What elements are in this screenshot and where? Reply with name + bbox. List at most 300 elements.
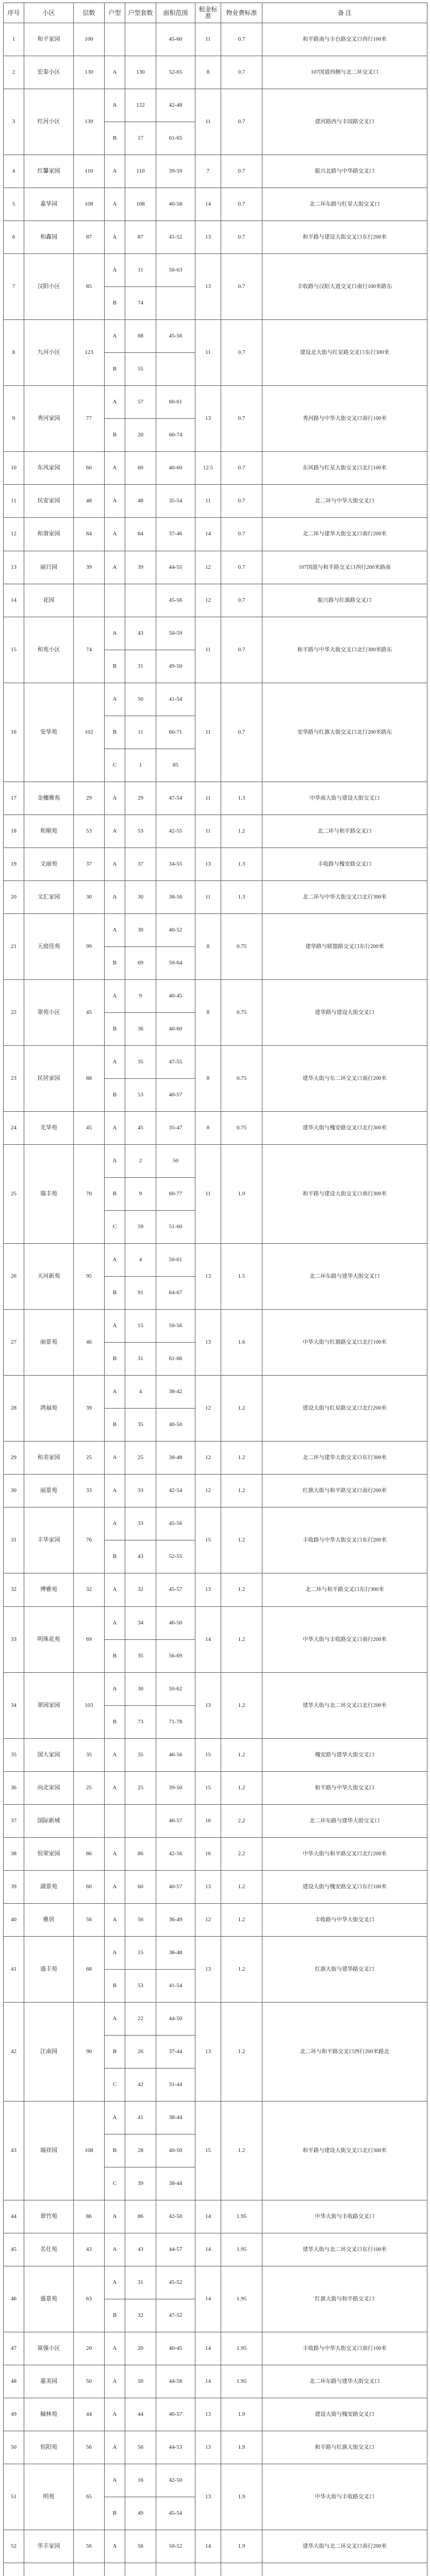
floors-cell: 43 xyxy=(74,2233,105,2266)
unit-type-cell: A xyxy=(105,2002,125,2035)
floors-cell: 77 xyxy=(74,386,105,452)
floors-cell: 69 xyxy=(74,1606,105,1672)
note-cell: 槐安路与建华大街交叉口 xyxy=(262,1738,427,1771)
unit-count-cell: 44 xyxy=(125,2398,156,2431)
table-row xyxy=(4,254,427,287)
area-range-cell: 50 xyxy=(156,1145,195,1178)
property-fee-cell: 1.2 xyxy=(221,1606,262,1672)
note-cell: 北二环东路与红星大街交叉口 xyxy=(262,188,427,221)
community-name-cell: 翰林苑 xyxy=(24,2398,74,2431)
unit-count-cell xyxy=(125,584,156,617)
unit-count-cell: 42 xyxy=(125,2068,156,2101)
property-fee-cell: 1.2 xyxy=(221,1507,262,1573)
unit-count-cell: 1 xyxy=(125,749,156,782)
rent-cell: 14 xyxy=(195,1606,221,1672)
unit-count-cell: 122 xyxy=(125,89,156,122)
community-name-cell: 翠园家园 xyxy=(24,1672,74,1738)
unit-type-cell: A xyxy=(105,2200,125,2233)
community-name-cell: 恒阳苑 xyxy=(24,2431,74,2464)
rent-cell: 11 xyxy=(195,782,221,815)
unit-count-cell: 59 xyxy=(125,1211,156,1244)
unit-count-cell: 91 xyxy=(125,1277,156,1310)
area-range-cell: 40-52 xyxy=(156,913,195,946)
unit-type-cell: A xyxy=(105,1870,125,1903)
community-name-cell: 民安家园 xyxy=(24,485,74,518)
rent-cell: 13 xyxy=(195,254,221,320)
floors-cell: 68 xyxy=(74,1936,105,2002)
community-name-cell: 明珠花苑 xyxy=(24,1606,74,1672)
note-cell: 107国道与和平路交叉口西行200米路南 xyxy=(262,551,427,584)
floors-cell: 45 xyxy=(74,979,105,1045)
rent-cell: 14 xyxy=(195,188,221,221)
table-row xyxy=(4,584,427,617)
unit-count-cell: 35 xyxy=(125,1738,156,1771)
note-cell: 红旗大街与和平路交叉口 xyxy=(262,2266,427,2332)
community-name-cell: 九河小区 xyxy=(24,320,74,386)
unit-type-cell: A xyxy=(105,155,125,188)
header-row xyxy=(4,3,427,23)
table-row xyxy=(4,2332,427,2365)
note-cell: 振兴路与红旗路交叉口 xyxy=(262,584,427,617)
unit-type-cell: C xyxy=(105,749,125,782)
rent-cell: 11 xyxy=(195,683,221,782)
community-name-cell: 雅居 xyxy=(24,1903,74,1936)
floors-cell: 56 xyxy=(74,2530,105,2563)
community-name-cell: 丽景苑 xyxy=(24,1475,74,1507)
community-name-cell: 国大家园 xyxy=(24,1738,74,1771)
table-row xyxy=(4,485,427,518)
rent-cell: 12.5 xyxy=(195,452,221,485)
floors-cell: 85 xyxy=(74,254,105,320)
unit-type-cell: A xyxy=(105,1145,125,1178)
unit-type-cell: A xyxy=(105,452,125,485)
community-name-cell: 向北家园 xyxy=(24,1771,74,1804)
serial-cell: 37 xyxy=(4,1804,24,1837)
floors-cell: 29 xyxy=(74,782,105,815)
property-fee-cell: 1.2 xyxy=(221,1903,262,1936)
serial-cell: 20 xyxy=(4,880,24,913)
floors-cell: 86 xyxy=(74,1837,105,1870)
rent-cell: 8 xyxy=(195,1112,221,1145)
rent-cell: 12 xyxy=(195,551,221,584)
unit-count-cell: 28 xyxy=(125,2134,156,2167)
unit-count-cell: 4 xyxy=(125,1244,156,1277)
note-cell: 建华大街与东二环交叉口南行200米 xyxy=(262,1045,427,1111)
note-cell: 北二环与和平路交叉口 xyxy=(262,815,427,848)
area-range-cell: 42-50 xyxy=(156,2464,195,2497)
table-row xyxy=(4,320,427,353)
unit-count-cell: 11 xyxy=(125,716,156,749)
serial-cell: 4 xyxy=(4,155,24,188)
rent-cell: 12 xyxy=(195,1903,221,1936)
area-range-cell: 45-56 xyxy=(156,1507,195,1540)
unit-count-cell: 29 xyxy=(125,782,156,815)
property-fee-cell: 1.2 xyxy=(221,1771,262,1804)
area-range-cell: 59-64 xyxy=(156,946,195,979)
note-cell: 建河路西与丰园路交叉口 xyxy=(262,89,427,155)
community-name-cell: 翠竹苑 xyxy=(24,2200,74,2233)
community-name-cell: 丰华家园 xyxy=(24,1507,74,1573)
unit-type-cell: A xyxy=(105,254,125,287)
floors-cell: 88 xyxy=(74,1045,105,1111)
unit-type-cell: A xyxy=(105,1606,125,1639)
note-cell: 建设大街与槐安路交叉口 xyxy=(262,2398,427,2431)
community-name-cell: 恒荣家园 xyxy=(24,1837,74,1870)
serial-cell: 17 xyxy=(4,782,24,815)
area-range-cell: 60-61 xyxy=(156,386,195,419)
note-cell: 建设大街与槐安路交叉口东行100米 xyxy=(262,1870,427,1903)
area-range-cell: 38-42 xyxy=(156,1376,195,1409)
serial-cell: 9 xyxy=(4,386,24,452)
table-row xyxy=(4,1672,427,1705)
note-cell: 和平路南与丰台路交叉口西行100米 xyxy=(262,23,427,56)
area-range-cell: 35-47 xyxy=(156,1112,195,1145)
serial-cell: 25 xyxy=(4,1145,24,1244)
serial-cell xyxy=(4,2563,24,2576)
property-fee-cell: 0.75 xyxy=(221,913,262,979)
floors-cell: 63 xyxy=(74,2266,105,2332)
community-name-cell: 和谐家园 xyxy=(24,518,74,551)
unit-count-cell xyxy=(125,2563,156,2576)
area-range-cell: 47-55 xyxy=(156,1045,195,1078)
unit-type-cell xyxy=(105,23,125,56)
floors-cell: 44 xyxy=(74,2398,105,2431)
unit-type-cell: B xyxy=(105,353,125,386)
area-range-cell: 85 xyxy=(156,749,195,782)
floors-cell: 108 xyxy=(74,2101,105,2200)
unit-count-cell: 34 xyxy=(125,1606,156,1639)
table-row xyxy=(4,1475,427,1507)
unit-count-cell: 53 xyxy=(125,1079,156,1112)
unit-type-cell: B xyxy=(105,2497,125,2530)
unit-type-cell: A xyxy=(105,2530,125,2563)
note-cell: 建设大街与红星路交叉口北行200米 xyxy=(262,1376,427,1442)
unit-type-cell: A xyxy=(105,2464,125,2497)
property-fee-cell: 1.3 xyxy=(221,782,262,815)
unit-type-cell: A xyxy=(105,221,125,254)
floors-cell: 99 xyxy=(74,913,105,979)
unit-type-cell: A xyxy=(105,551,125,584)
serial-cell: 21 xyxy=(4,913,24,979)
community-name-cell: 富强小区 xyxy=(24,2332,74,2365)
property-fee-cell: 2.2 xyxy=(221,1804,262,1837)
unit-count-cell: 74 xyxy=(125,287,156,320)
area-range-cell: 46-50 xyxy=(156,1606,195,1639)
unit-type-cell: B xyxy=(105,1178,125,1211)
area-range-cell: 71-78 xyxy=(156,1705,195,1738)
serial-cell: 19 xyxy=(4,848,24,880)
unit-count-cell: 17 xyxy=(125,122,156,155)
unit-count-cell: 32 xyxy=(125,2299,156,2332)
unit-type-cell: A xyxy=(105,2266,125,2299)
note-cell: 中华大街与丰收路交叉口 xyxy=(262,2200,427,2233)
property-fee-cell: 1.2 xyxy=(221,815,262,848)
area-range-cell: 44-53 xyxy=(156,2431,195,2464)
floors-cell: 37 xyxy=(74,848,105,880)
property-fee-cell: 0.7 xyxy=(221,23,262,56)
note-cell: 建华路与联盟路交叉口东行200米 xyxy=(262,913,427,979)
unit-type-cell: A xyxy=(105,617,125,650)
community-name-cell: 华丰家园 xyxy=(24,2530,74,2563)
floors-cell xyxy=(74,2563,105,2576)
unit-count-cell: 45 xyxy=(125,1112,156,1145)
rent-cell: 13 xyxy=(195,2464,221,2530)
community-name-cell: 红河小区 xyxy=(24,89,74,155)
note-cell: 北二环东路与建华大街交叉口 xyxy=(262,1244,427,1310)
area-range-cell: 50-62 xyxy=(156,1672,195,1705)
area-range-cell: 46-57 xyxy=(156,1804,195,1837)
header-cell: 序号 xyxy=(4,3,24,23)
area-range-cell xyxy=(156,287,195,320)
table-row xyxy=(4,2398,427,2431)
note-cell: 秀河路与中华大街交叉口南行100米 xyxy=(262,386,427,452)
floors-cell: 50 xyxy=(74,2365,105,2398)
serial-cell: 16 xyxy=(4,683,24,782)
note-cell: 安华路与红旗大街交叉口北行200米路东 xyxy=(262,683,427,782)
note-cell: 中华大街与红旗路交叉口北行100米 xyxy=(262,1310,427,1376)
area-range-cell: 31-44 xyxy=(156,2068,195,2101)
unit-type-cell: B xyxy=(105,1079,125,1112)
unit-count-cell: 35 xyxy=(125,1045,156,1078)
property-fee-cell: 0.7 xyxy=(221,89,262,155)
rent-cell: 11 xyxy=(195,1145,221,1244)
unit-type-cell xyxy=(105,1804,125,1837)
area-range-cell: 40-60 xyxy=(156,452,195,485)
area-range-cell: 51-60 xyxy=(156,1211,195,1244)
property-fee-cell: 0.75 xyxy=(221,1112,262,1145)
unit-count-cell: 9 xyxy=(125,1178,156,1211)
unit-count-cell: 30 xyxy=(125,913,156,946)
unit-count-cell: 87 xyxy=(125,221,156,254)
serial-cell: 43 xyxy=(4,2101,24,2200)
table-row xyxy=(4,2431,427,2464)
table-row xyxy=(4,1936,427,1969)
area-range-cell: 50-52 xyxy=(156,2530,195,2563)
property-fee-cell: 1.3 xyxy=(221,880,262,913)
unit-count-cell: 9 xyxy=(125,979,156,1012)
community-name-cell: 江南园 xyxy=(24,2002,74,2101)
community-name-cell: 博雅苑 xyxy=(24,1573,74,1606)
floors-cell: 103 xyxy=(74,1672,105,1738)
rent-cell: 14 xyxy=(195,2233,221,2266)
table-row xyxy=(4,2563,427,2576)
property-fee-cell: 1.9 xyxy=(221,2398,262,2431)
community-name-cell: 和平家园 xyxy=(24,23,74,56)
unit-count-cell: 110 xyxy=(125,155,156,188)
unit-type-cell: A xyxy=(105,913,125,946)
unit-count-cell: 60 xyxy=(125,1870,156,1903)
unit-type-cell: A xyxy=(105,188,125,221)
community-name-cell: 秀河家园 xyxy=(24,386,74,452)
unit-type-cell: B xyxy=(105,1639,125,1672)
note-cell: 建华大街与北二环交叉口南行200米 xyxy=(262,2530,427,2563)
property-fee-cell: 1.2 xyxy=(221,2002,262,2101)
area-range-cell: 42-48 xyxy=(156,89,195,122)
rent-cell: 12 xyxy=(195,584,221,617)
unit-count-cell: 41 xyxy=(125,2101,156,2134)
area-range-cell: 56-69 xyxy=(156,1639,195,1672)
serial-cell: 2 xyxy=(4,56,24,89)
serial-cell: 30 xyxy=(4,1475,24,1507)
table-row xyxy=(4,2101,427,2134)
unit-type-cell: A xyxy=(105,1442,125,1475)
floors-cell: 65 xyxy=(74,2464,105,2530)
area-range-cell: 37-46 xyxy=(156,518,195,551)
rent-cell: 11 xyxy=(195,89,221,155)
unit-type-cell: B xyxy=(105,1705,125,1738)
unit-count-cell: 39 xyxy=(125,551,156,584)
unit-count-cell: 86 xyxy=(125,1837,156,1870)
property-fee-cell: 1.6 xyxy=(221,1310,262,1376)
serial-cell: 22 xyxy=(4,979,24,1045)
area-range-cell: 50-63 xyxy=(156,254,195,287)
property-fee-cell: 0.7 xyxy=(221,386,262,452)
area-range-cell: 41-54 xyxy=(156,1969,195,2002)
rent-cell: 13 xyxy=(195,1870,221,1903)
unit-count-cell: 11 xyxy=(125,254,156,287)
unit-type-cell: B xyxy=(105,2035,125,2068)
unit-count-cell: 25 xyxy=(125,1771,156,1804)
property-fee-cell: 0.7 xyxy=(221,485,262,518)
table-row xyxy=(4,683,427,716)
note-cell: 北二环与和平路交叉口西行200米路北 xyxy=(262,2002,427,2101)
property-fee-cell: 1.9 xyxy=(221,2431,262,2464)
rent-cell: 14 xyxy=(195,518,221,551)
area-range-cell: 52-55 xyxy=(156,1540,195,1573)
area-range-cell: 42-55 xyxy=(156,815,195,848)
unit-count-cell: 20 xyxy=(125,419,156,452)
header-cell: 小区 xyxy=(24,3,74,23)
property-fee-cell: 0.7 xyxy=(221,221,262,254)
rent-cell: 15 xyxy=(195,1738,221,1771)
floors-cell: 74 xyxy=(74,617,105,683)
unit-count-cell: 20 xyxy=(125,2332,156,2365)
unit-type-cell: A xyxy=(105,1771,125,1804)
serial-cell: 24 xyxy=(4,1112,24,1145)
unit-type-cell: A xyxy=(105,1573,125,1606)
unit-type-cell: B xyxy=(105,287,125,320)
community-name-cell: 盛丰苑 xyxy=(24,1936,74,2002)
property-fee-cell: 0.7 xyxy=(221,683,262,782)
note-cell: 丰收路与中华大街交叉口南行100米 xyxy=(262,2332,427,2365)
note-cell: 中华大街与丰收路交叉口 xyxy=(262,2464,427,2530)
unit-type-cell: A xyxy=(105,89,125,122)
area-range-cell: 44-58 xyxy=(156,2365,195,2398)
table-row xyxy=(4,848,427,880)
floors-cell: 84 xyxy=(74,518,105,551)
serial-cell: 28 xyxy=(4,1376,24,1442)
rent-cell: 11 xyxy=(195,880,221,913)
area-range-cell: 40-50 xyxy=(156,1409,195,1442)
table-row xyxy=(4,1738,427,1771)
table-row xyxy=(4,2365,427,2398)
community-name-cell: 瑞祥园 xyxy=(24,2101,74,2200)
property-fee-cell: 0.75 xyxy=(221,1045,262,1111)
community-name-cell: 瑞丰苑 xyxy=(24,1145,74,1244)
unit-count-cell: 31 xyxy=(125,650,156,683)
unit-count-cell xyxy=(125,23,156,56)
unit-type-cell: B xyxy=(105,716,125,749)
unit-type-cell: B xyxy=(105,419,125,452)
community-name-cell: 安华苑 xyxy=(24,683,74,782)
note-cell: 中华大街与和平路交叉口北行200米 xyxy=(262,1837,427,1870)
unit-count-cell: 31 xyxy=(125,1343,156,1376)
area-range-cell: 44-50 xyxy=(156,2002,195,2035)
community-name-cell: 明苑 xyxy=(24,2464,74,2530)
unit-type-cell xyxy=(105,2563,125,2576)
area-range-cell: 60-77 xyxy=(156,1178,195,1211)
rent-cell xyxy=(195,2563,221,2576)
unit-type-cell: A xyxy=(105,1672,125,1705)
property-fee-cell: 1.2 xyxy=(221,1442,262,1475)
community-name-cell: 和顺苑 xyxy=(24,815,74,848)
unit-count-cell: 130 xyxy=(125,56,156,89)
serial-cell: 1 xyxy=(4,23,24,56)
area-range-cell: 44-55 xyxy=(156,551,195,584)
floors-cell: 100 xyxy=(74,23,105,56)
serial-cell: 45 xyxy=(4,2233,24,2266)
community-name-cell: 红馨家园 xyxy=(24,155,74,188)
floors-cell: 53 xyxy=(74,815,105,848)
rent-cell: 15 xyxy=(195,1507,221,1573)
unit-type-cell xyxy=(105,584,125,617)
unit-count-cell: 50 xyxy=(125,683,156,716)
table-row xyxy=(4,1606,427,1639)
area-range-cell: 50-56 xyxy=(156,1310,195,1343)
unit-count-cell: 39 xyxy=(125,2167,156,2200)
area-range-cell: 60-71 xyxy=(156,716,195,749)
area-range-cell: 47-52 xyxy=(156,2299,195,2332)
unit-type-cell: A xyxy=(105,518,125,551)
area-range-cell: 36-49 xyxy=(156,1903,195,1936)
community-name-cell: 汉阳小区 xyxy=(24,254,74,320)
area-range-cell: 38-48 xyxy=(156,1936,195,1969)
area-range-cell: 40-57 xyxy=(156,2398,195,2431)
serial-cell: 11 xyxy=(4,485,24,518)
community-name-cell: 国际新城 xyxy=(24,1804,74,1837)
community-name-cell: 和苑小区 xyxy=(24,617,74,683)
area-range-cell: 46-56 xyxy=(156,1738,195,1771)
unit-type-cell: A xyxy=(105,683,125,716)
property-fee-cell: 1.95 xyxy=(221,2200,262,2233)
area-range-cell: 41-52 xyxy=(156,221,195,254)
area-range-cell: 40-57 xyxy=(156,1079,195,1112)
property-fee-cell: 0.7 xyxy=(221,155,262,188)
rent-cell: 8 xyxy=(195,979,221,1045)
unit-type-cell: A xyxy=(105,2365,125,2398)
note-cell: 中华南大街与建设大街交叉口 xyxy=(262,782,427,815)
unit-type-cell: B xyxy=(105,946,125,979)
area-range-cell: 45-52 xyxy=(156,2266,195,2299)
unit-type-cell: A xyxy=(105,320,125,353)
property-fee-cell: 1.9 xyxy=(221,2530,262,2563)
property-fee-cell xyxy=(221,2563,262,2576)
unit-count-cell: 57 xyxy=(125,386,156,419)
serial-cell: 26 xyxy=(4,1244,24,1310)
unit-type-cell: B xyxy=(105,1343,125,1376)
area-range-cell: 44-57 xyxy=(156,2233,195,2266)
unit-count-cell: 108 xyxy=(125,188,156,221)
table-row xyxy=(4,518,427,551)
unit-type-cell: A xyxy=(105,979,125,1012)
unit-type-cell: A xyxy=(105,1738,125,1771)
community-name-cell: 丽日园 xyxy=(24,551,74,584)
property-fee-cell: 0.7 xyxy=(221,188,262,221)
floors-cell: 70 xyxy=(74,1145,105,1244)
note-cell: 北二环与建华大街交叉口南行200米 xyxy=(262,518,427,551)
rent-cell: 8 xyxy=(195,1045,221,1111)
serial-cell: 27 xyxy=(4,1310,24,1376)
